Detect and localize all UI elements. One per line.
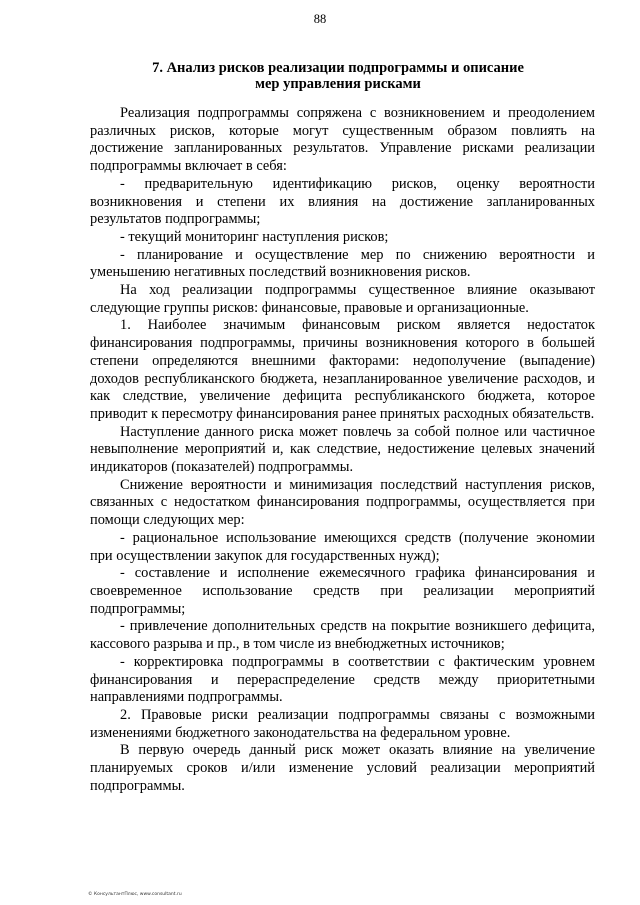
paragraph: На ход реализации подпрограммы существенное влияние оказывают следующие группы рисков: финансовые, правовые и организационные. — [90, 282, 595, 316]
paragraph: Снижение вероятности и минимизация последствий наступления рисков, связанных с недостатком финансирования подпрограммы, осуществляется при помощи следующих мер: — [90, 476, 595, 529]
section-heading — [88, 60, 588, 92]
list-item: - предварительную идентификацию рисков, оценку вероятности возникновения и степени их влияния на достижение запланированных результатов подпрограммы; — [90, 175, 595, 228]
footer-note: © КонсультантПлюс, www.consultant.ru — [88, 892, 182, 897]
body-text — [90, 105, 595, 795]
page-number: 88 — [313, 12, 327, 26]
list-item: - планирование и осуществление мер по снижению вероятности и уменьшению негативных последствий возникновения рисков. — [90, 246, 595, 281]
paragraph: 1. Наиболее значимым финансовым риском является недостаток финансирования подпрограммы, причины возникновения которого в большей степени определяются внешними факторами: недополучение (выпадение) доходов республиканского бюджета, незапланированное увеличение расходов, и как следствие, увеличение дефицита республиканского бюджета, которое приводит к пересмотру финансирования ранее принятых расходных обязательств. — [90, 317, 595, 422]
list-item: - текущий мониторинг наступления рисков; — [120, 228, 389, 245]
section-heading-line-2: мер управления рисками — [255, 76, 421, 92]
paragraph: 2. Правовые риски реализации подпрограммы связаны с возможными изменениями бюджетного законодательства на федеральном уровне. — [90, 706, 595, 741]
paragraph: В первую очередь данный риск может оказать влияние на увеличение планируемых сроков и/или изменение условий реализации мероприятий подпрограммы. — [90, 742, 595, 794]
list-item: - составление и исполнение ежемесячного графика финансирования и своевременное использование средств при реализации мероприятий подпрограммы; — [90, 565, 595, 617]
paragraph: Наступление данного риска может повлечь за собой полное или частичное невыполнение мероприятий и, как следствие, недостижение целевых значений индикаторов (показателей) подпрограммы. — [90, 423, 595, 476]
list-item: - рациональное использование имеющихся средств (получение экономии при осуществлении закупок для государственных нужд); — [90, 529, 595, 564]
section-heading-line-1: 7. Анализ рисков реализации подпрограммы и описание — [152, 60, 524, 76]
paragraph: Реализация подпрограммы сопряжена с возникновением и преодолением различных рисков, которые могут существенным образом повлиять на достижение запланированных результатов. Управление рисками реализации подпрограммы включает в себя: — [90, 105, 595, 175]
list-item: - корректировка подпрограммы в соответствии с фактическим уровнем финансирования и перераспределение средств между приоритетными направлениями подпрограммы. — [90, 653, 595, 706]
list-item: - привлечение дополнительных средств на покрытие возникшего дефицита, кассового разрыва и пр., в том числе из внебюджетных источников; — [90, 618, 595, 653]
